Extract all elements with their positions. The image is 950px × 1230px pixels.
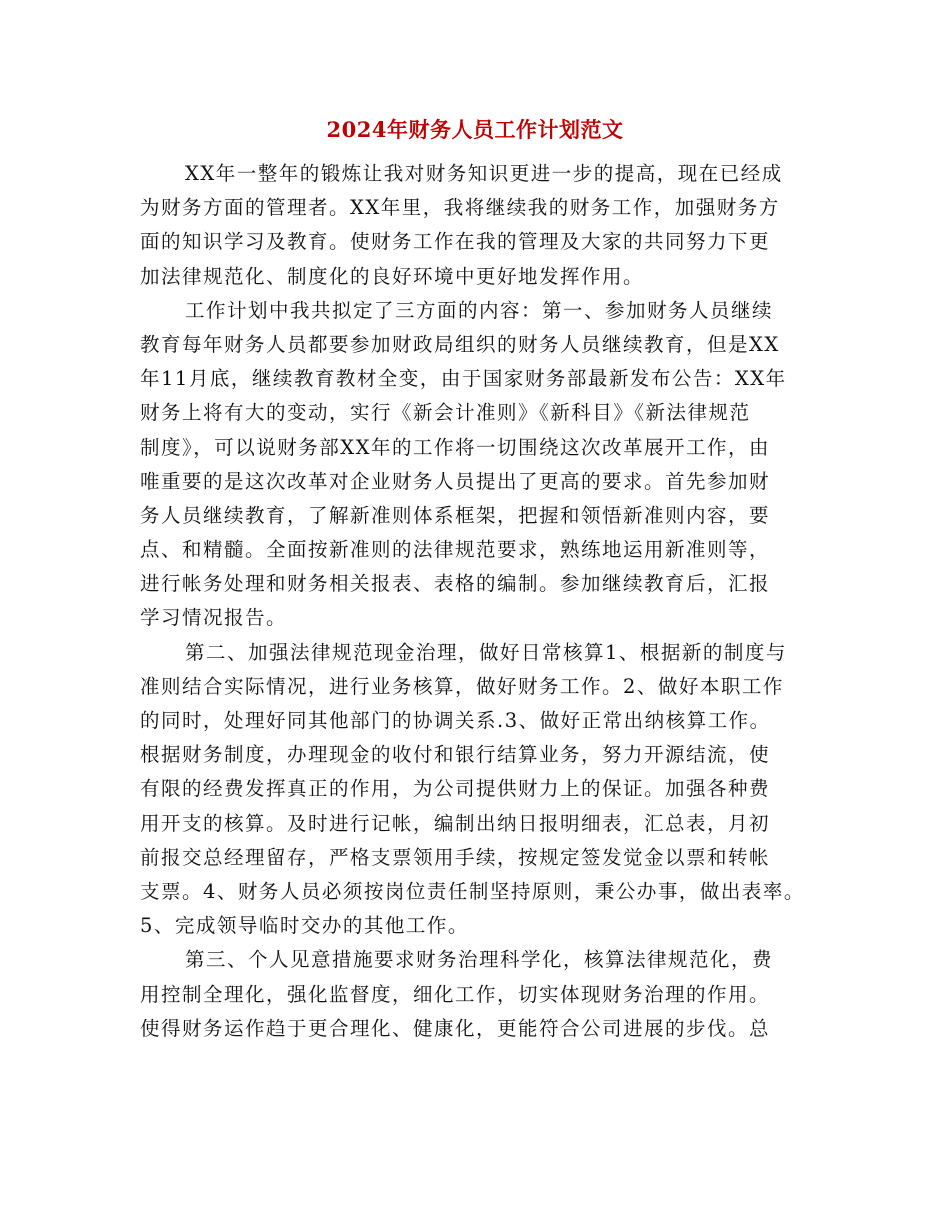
paragraph-line: 点、和精髓。全面按新准则的法律规范要求，熟练地运用新准则等，	[140, 538, 771, 562]
paragraph-line: 5、完成领导临时交办的其他工作。	[140, 914, 469, 938]
paragraph-line: 根据财务制度，办理现金的收付和银行结算业务，努力开源结流，使	[140, 743, 771, 767]
paragraph-line: 年11月底，继续教育教材全变，由于国家财务部最新发布公告：XX年	[140, 367, 787, 391]
paragraph-line: 务人员继续教育，了解新准则体系框架，把握和领悟新准则内容，要	[140, 503, 771, 527]
paragraph-line: 制度》，可以说财务部XX年的工作将一切围绕这次改革展开工作，由	[140, 435, 771, 459]
paragraph-line: 教育每年财务人员都要参加财政局组织的财务人员继续教育，但是XX	[140, 332, 780, 356]
paragraph-line: 的同时，处理好同其他部门的协调关系.3、做好正常出纳核算工作。	[140, 709, 771, 732]
paragraph-line: 第二、加强法律规范现金治理，做好日常核算1、根据新的制度与	[185, 640, 787, 664]
paragraph-line: 用控制全理化，强化监督度，细化工作，切实体现财务治理的作用。	[140, 982, 771, 1006]
paragraph-line: 前报交总经理留存，严格支票领用手续，按规定签发觉金以票和转帐	[140, 845, 771, 869]
paragraph-line: 准则结合实际情况，进行业务核算，做好财务工作。2、做好本职工作	[140, 674, 784, 698]
paragraph-line: XX年一整年的锻炼让我对财务知识更进一步的提高，现在已经成	[185, 162, 783, 185]
paragraph-line: 工作计划中我共拟定了三方面的内容：第一、参加财务人员继续	[185, 298, 774, 322]
document-body	[140, 157, 820, 1046]
paragraph-line: 有限的经费发挥真正的作用，为公司提供财力上的保证。加强各种费	[140, 777, 771, 801]
paragraph-line: 用开支的核算。及时进行记帐，编制出纳日报明细表，汇总表，月初	[140, 811, 771, 835]
paragraph-line: 支票。4、财务人员必须按岗位责任制坚持原则，秉公办事，做出表率。	[140, 879, 805, 903]
paragraph-line: 面的知识学习及教育。使财务工作在我的管理及大家的共同努力下更	[140, 230, 771, 254]
paragraph-line: 进行帐务处理和财务相关报表、表格的编制。参加继续教育后，汇报	[140, 572, 771, 596]
paragraph-line: 学习情况报告。	[140, 606, 288, 630]
paragraph-line: 唯重要的是这次改革对企业财务人员提出了更高的要求。首先参加财	[140, 469, 771, 493]
paragraph-line: 第三、个人见意措施要求财务治理科学化，核算法律规范化，费	[185, 948, 774, 972]
paragraph-line: 使得财务运作趋于更合理化、健康化，更能符合公司进展的步伐。总	[140, 1016, 771, 1040]
document-title: 2024年财务人员工作计划范文	[326, 117, 624, 142]
paragraph-line: 为财务方面的管理者。XX年里，我将继续我的财务工作，加强财务方	[140, 196, 780, 220]
paragraph-line: 加法律规范化、制度化的良好环境中更好地发挥作用。	[140, 264, 645, 288]
paragraph-line: 财务上将有大的变动，实行《新会计准则》《新科目》《新法律规范	[140, 401, 751, 425]
